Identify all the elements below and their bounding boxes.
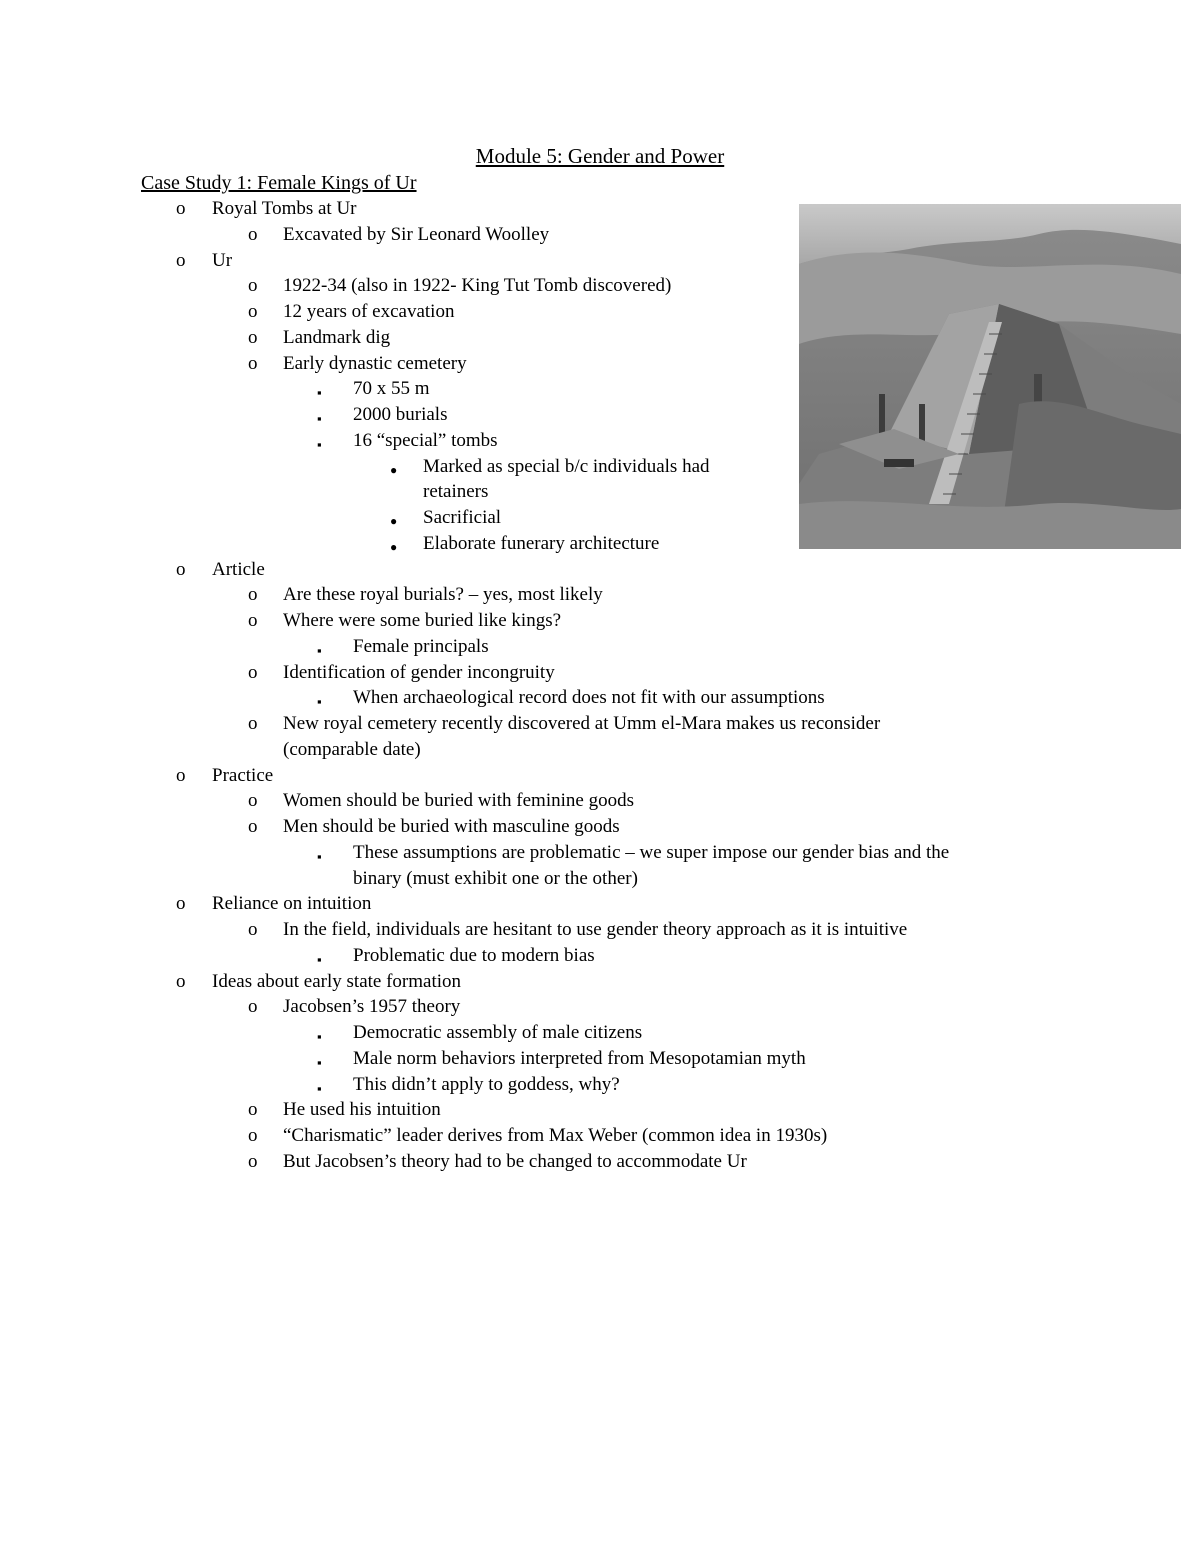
list-item: He used his intuition: [283, 1099, 441, 1120]
bullet-square: ▪: [317, 1029, 322, 1044]
list-item: Women should be buried with feminine goods: [283, 790, 634, 811]
list-item: These assumptions are problematic – we super impose our gender bias and the: [353, 842, 950, 863]
bullet-circle: o: [176, 971, 186, 992]
list-item: Democratic assembly of male citizens: [353, 1022, 643, 1043]
list-item: In the field, individuals are hesitant to use gender theory approach as it is intuitive: [283, 919, 908, 940]
list-item-continuation: (comparable date): [283, 739, 421, 760]
list-item: But Jacobsen’s theory had to be changed to accommodate Ur: [283, 1151, 747, 1172]
list-item: Practice: [212, 765, 274, 786]
bullet-circle: o: [248, 1099, 258, 1120]
excavated-ziggurat-photo: [799, 204, 1181, 549]
list-item: This didn’t apply to goddess, why?: [353, 1074, 620, 1095]
bullet-circle: o: [248, 584, 258, 605]
bullet-circle: o: [248, 301, 258, 322]
bullet-circle: o: [176, 250, 186, 271]
bullet-circle: o: [248, 224, 258, 245]
list-item: Female principals: [353, 636, 489, 657]
bullet-dot: ●: [390, 514, 398, 528]
bullet-square: ▪: [317, 385, 322, 400]
list-item: Reliance on intuition: [212, 893, 372, 914]
bullet-circle: o: [248, 919, 258, 940]
bullet-square: ▪: [317, 1055, 322, 1070]
list-item: Ur: [212, 250, 233, 271]
list-item: Article: [212, 559, 265, 580]
page-title: Module 5: Gender and Power: [475, 144, 725, 168]
bullet-circle: o: [248, 1125, 258, 1146]
bullet-circle: o: [248, 353, 258, 374]
bullet-square: ▪: [317, 694, 322, 709]
list-item: Elaborate funerary architecture: [423, 533, 660, 554]
bullet-circle: o: [248, 790, 258, 811]
list-item: Men should be buried with masculine goods: [283, 816, 620, 837]
bullet-circle: o: [248, 327, 258, 348]
list-item: 70 x 55 m: [353, 378, 430, 399]
bullet-square: ▪: [317, 849, 322, 864]
list-item: Landmark dig: [283, 327, 391, 348]
list-item-continuation: binary (must exhibit one or the other): [353, 868, 638, 889]
list-item: Where were some buried like kings?: [283, 610, 562, 631]
list-item: Ideas about early state formation: [212, 971, 462, 992]
list-item: Royal Tombs at Ur: [212, 198, 357, 219]
list-item: When archaeological record does not fit with our assumptions: [353, 687, 825, 708]
bullet-circle: o: [176, 198, 186, 219]
bullet-circle: o: [248, 662, 258, 683]
list-item: Male norm behaviors interpreted from Mesopotamian myth: [353, 1048, 806, 1069]
list-item: 1922-34 (also in 1922- King Tut Tomb discovered): [283, 275, 672, 296]
bullet-circle: o: [176, 765, 186, 786]
bullet-square: ▪: [317, 952, 322, 967]
list-item: 12 years of excavation: [283, 301, 455, 322]
list-item: New royal cemetery recently discovered at Umm el-Mara makes us reconsider: [283, 713, 881, 734]
section-heading: Case Study 1: Female Kings of Ur: [141, 172, 417, 194]
bullet-circle: o: [176, 559, 186, 580]
bullet-circle: o: [176, 893, 186, 914]
bullet-circle: o: [248, 275, 258, 296]
bullet-square: ▪: [317, 643, 322, 658]
bullet-circle: o: [248, 1151, 258, 1172]
list-item: 2000 burials: [353, 404, 448, 425]
list-item: Sacrificial: [423, 507, 502, 528]
bullet-circle: o: [248, 610, 258, 631]
list-item: Problematic due to modern bias: [353, 945, 595, 966]
bullet-square: ▪: [317, 437, 322, 452]
list-item: “Charismatic” leader derives from Max Weber (common idea in 1930s): [283, 1125, 828, 1146]
bullet-dot: ●: [390, 463, 398, 477]
bullet-square: ▪: [317, 1081, 322, 1096]
bullet-square: ▪: [317, 411, 322, 426]
bullet-circle: o: [248, 713, 258, 734]
list-item-continuation: retainers: [423, 481, 489, 502]
list-item: Jacobsen’s 1957 theory: [283, 996, 461, 1017]
list-item: Excavated by Sir Leonard Woolley: [283, 224, 550, 245]
list-item: Marked as special b/c individuals had: [423, 456, 710, 477]
list-item: Identification of gender incongruity: [283, 662, 555, 683]
bullet-dot: ●: [390, 540, 398, 554]
bullet-circle: o: [248, 996, 258, 1017]
list-item: Early dynastic cemetery: [283, 353, 467, 374]
list-item: Are these royal burials? – yes, most likely: [283, 584, 603, 605]
list-item: 16 “special” tombs: [353, 430, 498, 451]
bullet-circle: o: [248, 816, 258, 837]
